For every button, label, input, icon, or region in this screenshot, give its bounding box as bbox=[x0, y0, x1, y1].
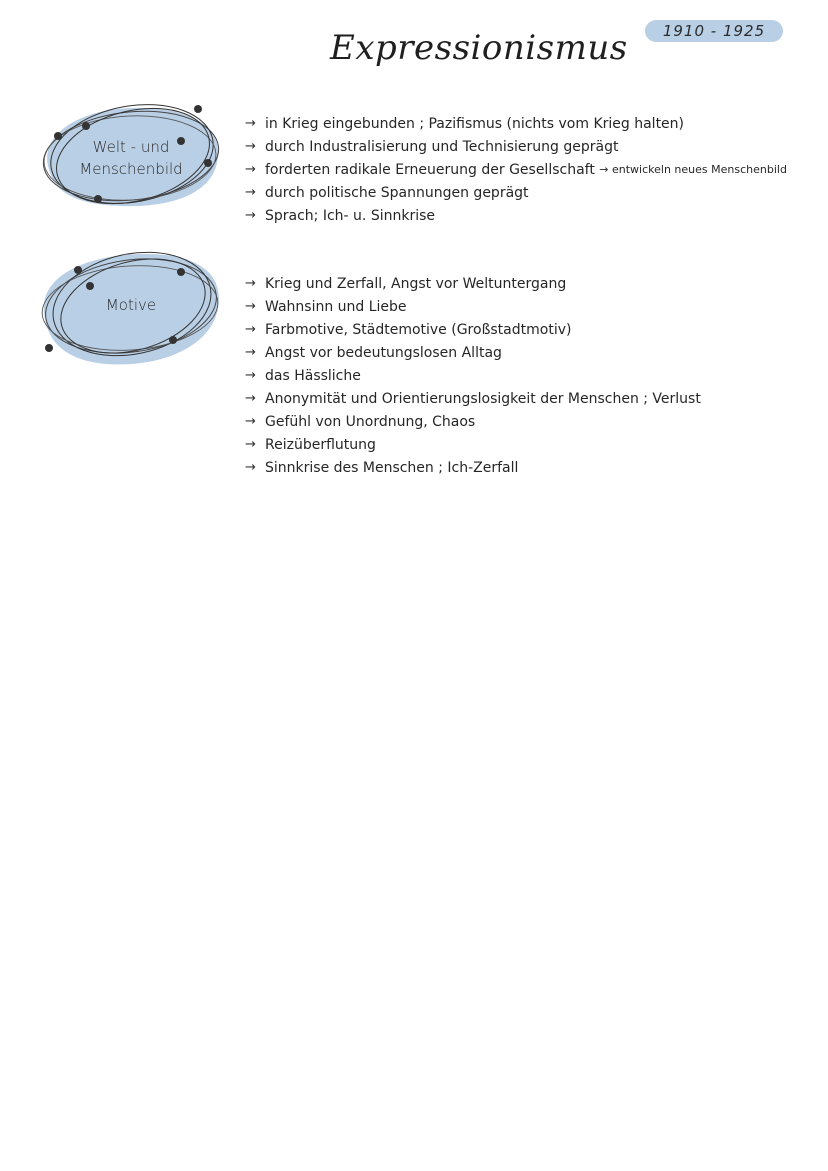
list-item: → Sprach; Ich- u. Sinnkrise bbox=[245, 207, 436, 224]
list-item: → durch politische Spannungen geprägt bbox=[245, 184, 529, 201]
list-item: → Anonymität und Orientierungslosigkeit der Menschen ; Verlust bbox=[245, 390, 701, 407]
date-range-text: 1910 - 1925 bbox=[662, 22, 766, 40]
arrow-right-icon: → bbox=[245, 460, 256, 475]
list-motive bbox=[245, 272, 701, 479]
list-item: → Krieg und Zerfall, Angst vor Weltuntergang bbox=[245, 275, 567, 292]
arrow-right-icon: → bbox=[245, 391, 256, 406]
list-item: → Farbmotive, Städtemotive (Großstadtmotiv) bbox=[245, 321, 572, 338]
list-item: → durch Industralisierung und Technisierung geprägt bbox=[245, 138, 619, 155]
section-label bbox=[56, 136, 206, 180]
list-item: → Wahnsinn und Liebe bbox=[245, 298, 407, 315]
section-cloud-motive bbox=[36, 246, 226, 370]
arrow-right-icon: → bbox=[245, 116, 256, 131]
list-item: → Sinnkrise des Menschen ; Ich-Zerfall bbox=[245, 459, 519, 476]
arrow-right-icon: → bbox=[245, 414, 256, 429]
arrow-right-icon: → bbox=[245, 185, 256, 200]
arrow-right-icon: → bbox=[245, 437, 256, 452]
arrow-right-icon: → bbox=[245, 139, 256, 154]
section-cloud-welt-menschenbild bbox=[36, 96, 226, 216]
list-item: → forderten radikale Erneuerung der Gesellschaft → entwickeln neues Menschenbild bbox=[245, 161, 787, 178]
list-item: → das Hässliche bbox=[245, 367, 361, 384]
list-item-suffix: → entwickeln neues Menschenbild bbox=[599, 163, 787, 176]
arrow-right-icon: → bbox=[245, 299, 256, 314]
section-label-line1: Welt - und bbox=[92, 138, 170, 156]
arrow-right-icon: → bbox=[245, 208, 256, 223]
list-welt-menschenbild bbox=[245, 112, 787, 227]
arrow-right-icon: → bbox=[245, 162, 256, 177]
arrow-right-icon: → bbox=[245, 322, 256, 337]
section-label-line1: Motive bbox=[105, 296, 157, 314]
page-title: Expressionismus bbox=[330, 28, 628, 68]
arrow-right-icon: → bbox=[245, 276, 256, 291]
list-item: → Reizüberflutung bbox=[245, 436, 376, 453]
arrow-right-icon: → bbox=[245, 368, 256, 383]
section-label bbox=[56, 294, 206, 316]
arrow-right-icon: → bbox=[245, 345, 256, 360]
list-item: → in Krieg eingebunden ; Pazifismus (nichts vom Krieg halten) bbox=[245, 115, 685, 132]
date-range-badge bbox=[645, 20, 783, 42]
list-item: → Gefühl von Unordnung, Chaos bbox=[245, 413, 476, 430]
section-label-line2: Menschenbild bbox=[79, 160, 183, 178]
list-item: → Angst vor bedeutungslosen Alltag bbox=[245, 344, 502, 361]
